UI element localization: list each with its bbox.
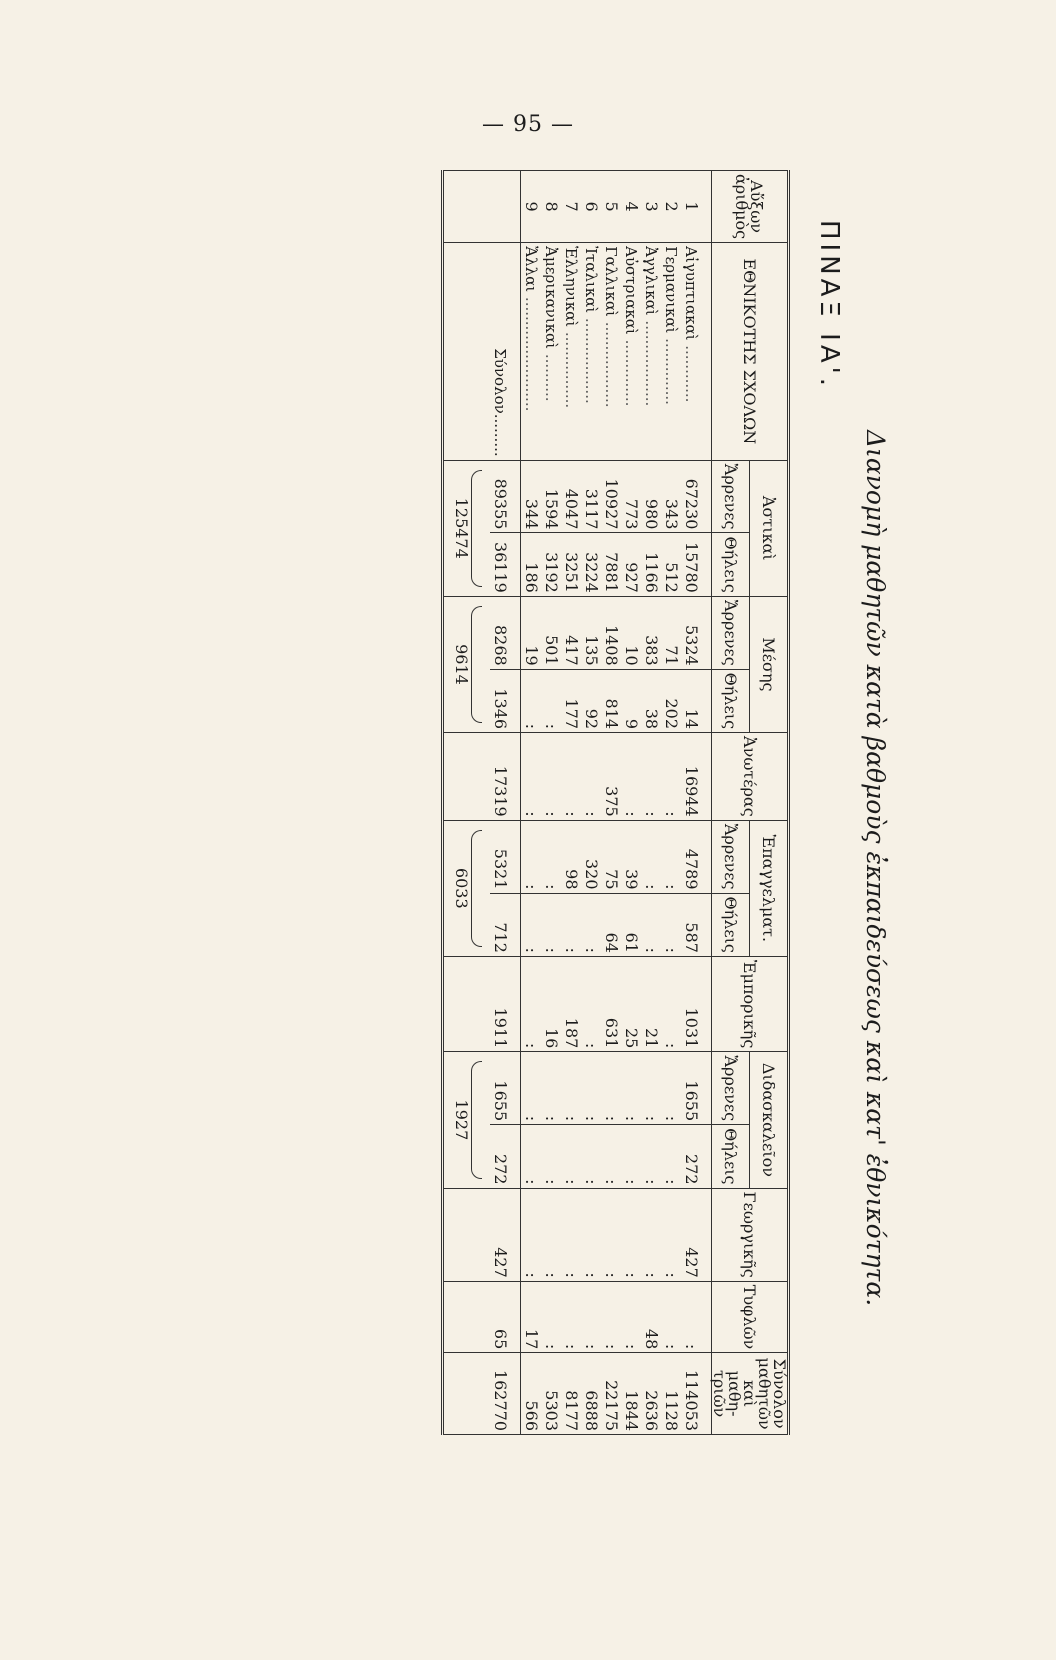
table-title: ΠΙΝΑΞ ΙΑ'. [814,220,844,391]
cell-epa_f: : [641,893,661,956]
nationality-cell [681,243,712,461]
brace-mark [472,470,483,587]
table-row [521,171,542,1435]
nationality-label: Αἰγυπτιακαὶ [682,246,700,341]
combined-epaggelmat: 6033 [443,820,491,956]
total-astikai-females: 36119 [490,533,521,596]
page-heading: Διανομὴ μαθητῶν κατὰ βαθμοὺς ἐκπαιδεύσεως καὶ κατ' ἐθνικότητα. [861,430,890,1307]
cell-epa_f: : [661,893,681,956]
cell-mes_f: 177 [561,669,581,732]
cell-did_f: : [621,1125,641,1188]
cell-geo: : [601,1188,621,1281]
cell-epa_f: 587 [681,893,712,956]
table-body [521,171,712,1435]
cell-did_f: : [521,1125,542,1188]
cell-mes_m: 417 [561,596,581,669]
cell-emp: 631 [601,956,621,1051]
cell-total: 114053 [681,1353,712,1435]
serial-no: 5 [601,171,621,243]
header-nationality: ΕΘΝΙΚΟΤΗΣ ΣΧΟΛΩΝ [712,243,789,461]
cell-emp: 25 [621,956,641,1051]
cell-anot: : [521,733,542,821]
cell-epa_f: : [581,893,601,956]
header-serial-no: Αὔξων ἀριθμὸς [712,171,789,243]
rotated-table-area [250,170,890,1440]
cell-emp: : [661,956,681,1051]
cell-tyf: : [601,1281,621,1353]
cell-did_f: : [541,1125,561,1188]
cell-did_m: : [601,1052,621,1125]
cell-anot: : [581,733,601,821]
cell-mes_m: 501 [541,596,561,669]
leader-dots: ............ [682,340,700,403]
header-astikai: Ἀστικαὶ [749,460,788,596]
cell-anot: : [641,733,661,821]
cell-did_m: : [621,1052,641,1125]
cell-epa_f: : [521,893,542,956]
cell-tyf: : [561,1281,581,1353]
cell-ast_f: 512 [661,533,681,596]
nationality-cell [561,243,581,461]
cell-epa_f: : [541,893,561,956]
header-anoteras: Ἀνωτέρας [712,733,789,821]
cell-tyf: : [661,1281,681,1353]
cell-ast_f: 186 [521,533,542,596]
cell-geo: : [641,1188,661,1281]
cell-epa_m: : [521,820,542,893]
total-didaskaleion-males: 1655 [490,1052,521,1125]
cell-did_f: : [641,1125,661,1188]
cell-epa_m: 39 [621,820,641,893]
total-tyflon: 65 [490,1281,521,1353]
cell-tyf: : [621,1281,641,1353]
cell-tyf: : [541,1281,561,1353]
cell-geo: : [581,1188,601,1281]
nationality-label: Αὐστριακαὶ [622,246,640,335]
cell-emp: 1031 [681,956,712,1051]
cell-geo: : [541,1188,561,1281]
nationality-cell [541,243,561,461]
totals-label: Σύνολον......... [490,243,521,461]
cell-mes_f: 92 [581,669,601,732]
cell-ast_f: 7881 [601,533,621,596]
cell-mes_f: 814 [601,669,621,732]
leader-dots: .................. [642,315,660,407]
grand-total: 162770 [490,1353,521,1435]
leader-dots: .............. [662,333,680,405]
cell-mes_m: 10 [621,596,641,669]
cell-geo: : [621,1188,641,1281]
cell-anot: : [621,733,641,821]
cell-anot: : [661,733,681,821]
cell-ast_f: 15780 [681,533,712,596]
nationality-label: Ἑλληνικαὶ [562,246,580,328]
cell-anot: 16944 [681,733,712,821]
cell-total: 1128 [661,1353,681,1435]
nationality-cell [661,243,681,461]
serial-no: 2 [661,171,681,243]
cell-did_m: 1655 [681,1052,712,1125]
total-anoteras: 17319 [490,733,521,821]
table-row [541,171,561,1435]
cell-ast_f: 3192 [541,533,561,596]
leader-dots: .................. [582,313,600,404]
table-row [681,171,712,1435]
header-epaggelmat-males: Ἄρρενες [712,820,750,893]
cell-mes_f: 38 [641,669,661,732]
leader-dots: .................. [602,316,620,408]
cell-anot: : [561,733,581,821]
page-number: — 95 — [482,112,574,137]
cell-emp: 16 [541,956,561,1051]
cell-ast_m: 4047 [561,460,581,533]
serial-no: 7 [561,171,581,243]
combined-astikai: 125474 [443,460,491,596]
table-row [601,171,621,1435]
cell-geo: : [661,1188,681,1281]
cell-mes_f: : [541,669,561,732]
cell-mes_m: 383 [641,596,661,669]
table-row [661,171,681,1435]
cell-total: 1844 [621,1353,641,1435]
cell-epa_m: : [541,820,561,893]
serial-no: 8 [541,171,561,243]
cell-did_f: : [601,1125,621,1188]
nationality-label: Γερμανικαὶ [662,246,680,334]
leader-dots: ................ [562,327,580,409]
total-emporikis: 1911 [490,956,521,1051]
cell-epa_m: 75 [601,820,621,893]
cell-did_m: : [561,1052,581,1125]
header-didaskaleion-males: Ἄρρενες [712,1052,750,1125]
leader-dots: ........................ [522,292,540,412]
cell-epa_f: : [561,893,581,956]
header-didaskaleion-females: Θήλεις [712,1125,750,1188]
cell-total: 5303 [541,1353,561,1435]
nationality-label: Ἄλλαι [522,246,540,293]
cell-did_m: : [541,1052,561,1125]
cell-geo: : [521,1188,542,1281]
cell-mes_m: 5324 [681,596,712,669]
cell-ast_m: 10927 [601,460,621,533]
header-didaskaleion: Διδασκαλεῖον [749,1052,788,1188]
cell-mes_m: 1408 [601,596,621,669]
cell-total: 566 [521,1353,542,1435]
serial-no: 9 [521,171,542,243]
combined-mesis: 9614 [443,596,491,732]
total-astikai-males: 89355 [490,460,521,533]
cell-did_m: : [521,1052,542,1125]
header-mesis-males: Ἄρρενες [712,596,750,669]
leader-dots: .............. [622,334,640,407]
cell-mes_f: 9 [621,669,641,732]
cell-ast_f: 927 [621,533,641,596]
header-mesis: Μέσης [749,596,788,732]
header-mesis-females: Θήλεις [712,669,750,732]
cell-mes_f: 202 [661,669,681,732]
total-georgikis: 427 [490,1188,521,1281]
serial-no: 6 [581,171,601,243]
cell-ast_m: 773 [621,460,641,533]
cell-mes_f: 14 [681,669,712,732]
cell-mes_f: : [521,669,542,732]
cell-total: 8177 [561,1353,581,1435]
cell-did_m: : [641,1052,661,1125]
cell-geo: 427 [681,1188,712,1281]
nationality-cell [641,243,661,461]
brace-mark [472,830,483,947]
header-emporikis: Ἐμπορικῆς [712,956,789,1051]
cell-tyf: 17 [521,1281,542,1353]
serial-no: 3 [641,171,661,243]
table-row [641,171,661,1435]
cell-ast_m: 980 [641,460,661,533]
cell-emp: : [581,956,601,1051]
cell-mes_m: 19 [521,596,542,669]
cell-epa_f: 61 [621,893,641,956]
cell-tyf: 48 [641,1281,661,1353]
cell-did_f: : [561,1125,581,1188]
nationality-cell [581,243,601,461]
header-astikai-males: Ἄρρενες [712,460,750,533]
nationality-cell [521,243,542,461]
cell-epa_m: 98 [561,820,581,893]
nationality-label: Ἰταλικαὶ [582,246,600,314]
total-mesis-females: 1346 [490,669,521,732]
totals-row [490,171,521,1435]
nationality-label: Ἀγγλικαὶ [642,246,660,316]
nationality-label: Γαλλικαὶ [602,246,620,317]
nationality-cell [601,243,621,461]
cell-did_f: 272 [681,1125,712,1188]
cell-ast_f: 3224 [581,533,601,596]
table-row [621,171,641,1435]
total-epaggelmat-males: 5321 [490,820,521,893]
serial-no: 4 [621,171,641,243]
table-row [561,171,581,1435]
cell-total: 22175 [601,1353,621,1435]
cell-tyf: : [681,1281,712,1353]
cell-ast_m: 344 [521,460,542,533]
cell-emp: 187 [561,956,581,1051]
total-mesis-males: 8268 [490,596,521,669]
distribution-table [441,170,790,1435]
combined-didaskaleion: 1927 [443,1052,491,1188]
cell-did_m: : [661,1052,681,1125]
cell-ast_m: 1594 [541,460,561,533]
cell-emp: : [521,956,542,1051]
cell-ast_f: 1166 [641,533,661,596]
nationality-cell [621,243,641,461]
total-didaskaleion-females: 272 [490,1125,521,1188]
nationality-label: Ἀμερικανικαὶ [542,246,560,350]
cell-ast_m: 3117 [581,460,601,533]
cell-epa_m: : [661,820,681,893]
header-total: Σύνολον μαθητῶν καὶ μαθη-τριῶν [712,1353,789,1435]
header-tyflon: Τυφλῶν [712,1281,789,1353]
cell-emp: 21 [641,956,661,1051]
leader-dots: .......... [542,349,560,402]
table-row [581,171,601,1435]
cell-anot: : [541,733,561,821]
brace-mark [472,606,483,723]
cell-total: 6888 [581,1353,601,1435]
combined-row [443,171,491,1435]
header-epaggelmat: Ἐπαγγελματ. [749,820,788,956]
cell-mes_m: 135 [581,596,601,669]
header-epaggelmat-females: Θήλεις [712,893,750,956]
cell-anot: 375 [601,733,621,821]
cell-did_f: : [581,1125,601,1188]
serial-no: 1 [681,171,712,243]
cell-epa_f: 64 [601,893,621,956]
cell-total: 2636 [641,1353,661,1435]
cell-did_f: : [661,1125,681,1188]
header-astikai-females: Θήλεις [712,533,750,596]
cell-ast_m: 67230 [681,460,712,533]
cell-epa_m: : [641,820,661,893]
cell-did_m: : [581,1052,601,1125]
cell-mes_m: 71 [661,596,681,669]
cell-epa_m: 4789 [681,820,712,893]
cell-epa_m: 320 [581,820,601,893]
total-epaggelmat-females: 712 [490,893,521,956]
cell-ast_f: 3251 [561,533,581,596]
cell-ast_m: 343 [661,460,681,533]
cell-geo: : [561,1188,581,1281]
brace-mark [472,1061,483,1178]
cell-tyf: : [581,1281,601,1353]
header-georgikis: Γεωργικῆς [712,1188,789,1281]
